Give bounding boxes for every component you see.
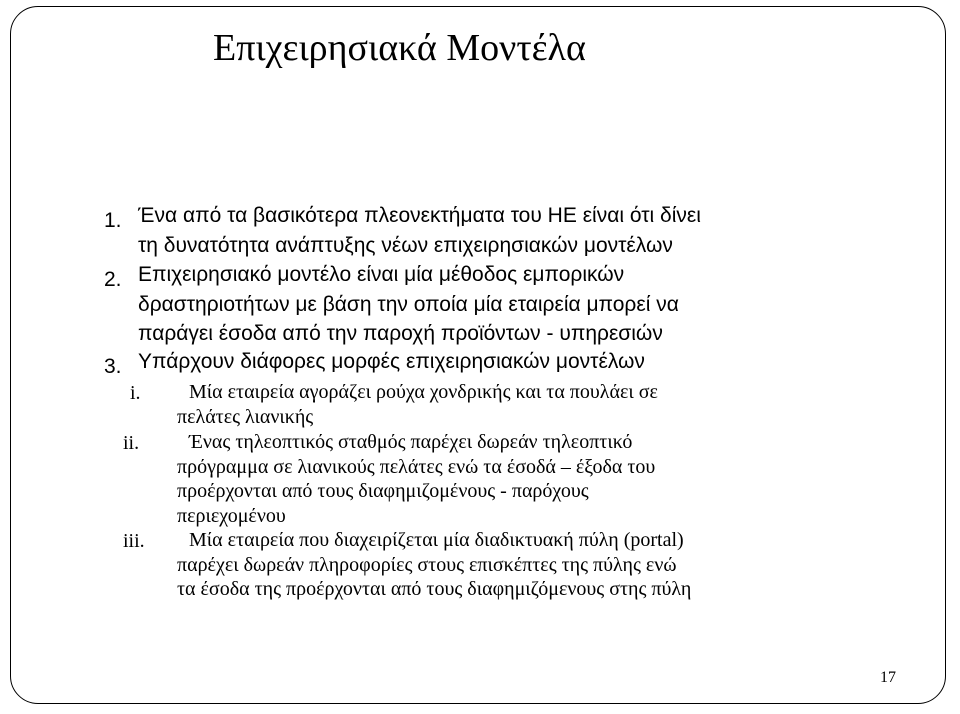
list-item-1-line-1: Ένα από τα βασικότερα πλεονεκτήματα του ΗΕ είναι ότι δίνει — [138, 204, 701, 227]
sublist-item-i — [177, 380, 658, 429]
sublist-marker-iii: iii. — [123, 530, 145, 552]
sublist-marker-ii: ii. — [123, 432, 140, 454]
sublist-item-ii-line-1: Ένας τηλεοπτικός σταθμός παρέχει δωρεάν τηλεοπτικό — [189, 431, 633, 453]
list-marker-1: 1. — [104, 209, 122, 232]
list-item-3 — [138, 347, 645, 377]
list-marker-3: 3. — [104, 355, 122, 378]
sublist-item-ii-line-2: πρόγραμμα σε λιανικούς πελάτες ενώ τα έσοδά – έξοδα του — [177, 455, 656, 478]
slide-title: Επιχειρησιακά Μοντέλα — [213, 27, 586, 69]
list-item-2-line-2: δραστηριοτήτων με βάση την οποία μία εταιρεία μπορεί να — [138, 292, 679, 316]
list-item-2 — [138, 260, 679, 349]
list-item-3-line-1: Υπάρχουν διάφορες μορφές επιχειρησιακών μοντέλων — [138, 350, 645, 373]
sublist-item-i-line-1: Μία εταιρεία αγοράζει ρούχα χονδρικής και τα πουλάει σε — [189, 381, 658, 403]
list-marker-2: 2. — [104, 268, 122, 291]
sublist-item-ii-line-3: προέρχονται από τους διαφημιζομένους - παρόχους — [177, 480, 589, 502]
sublist-item-ii-line-4: περιεχομένου — [177, 504, 286, 527]
list-item-2-line-3: παράγει έσοδα από την παροχή προϊόντων - υπηρεσιών — [138, 322, 663, 345]
sublist-item-i-line-2: πελάτες λιανικής — [177, 405, 314, 428]
list-item-1 — [138, 201, 701, 260]
sublist-item-iii-line-1: Μία εταιρεία που διαχειρίζεται μία διαδικτυακή πύλη (portal) — [189, 529, 684, 551]
list-item-1-line-2: τη δυνατότητα ανάπτυξης νέων επιχειρησιακών μοντέλων — [138, 233, 673, 257]
sublist-item-iii — [177, 528, 691, 602]
sublist-item-ii — [177, 430, 655, 528]
sublist-item-iii-line-2: παρέχει δωρεάν πληροφορίες στους επισκέπτες της πύλης ενώ — [177, 553, 677, 576]
sublist-marker-i: i. — [130, 382, 141, 404]
page-number: 17 — [880, 669, 896, 686]
list-item-2-line-1: Επιχειρησιακό μοντέλο είναι μία μέθοδος εμπορικών — [138, 263, 625, 286]
sublist-item-iii-line-3: τα έσοδα της προέρχονται από τους διαφημιζόμενους στης πύλη — [177, 578, 692, 600]
